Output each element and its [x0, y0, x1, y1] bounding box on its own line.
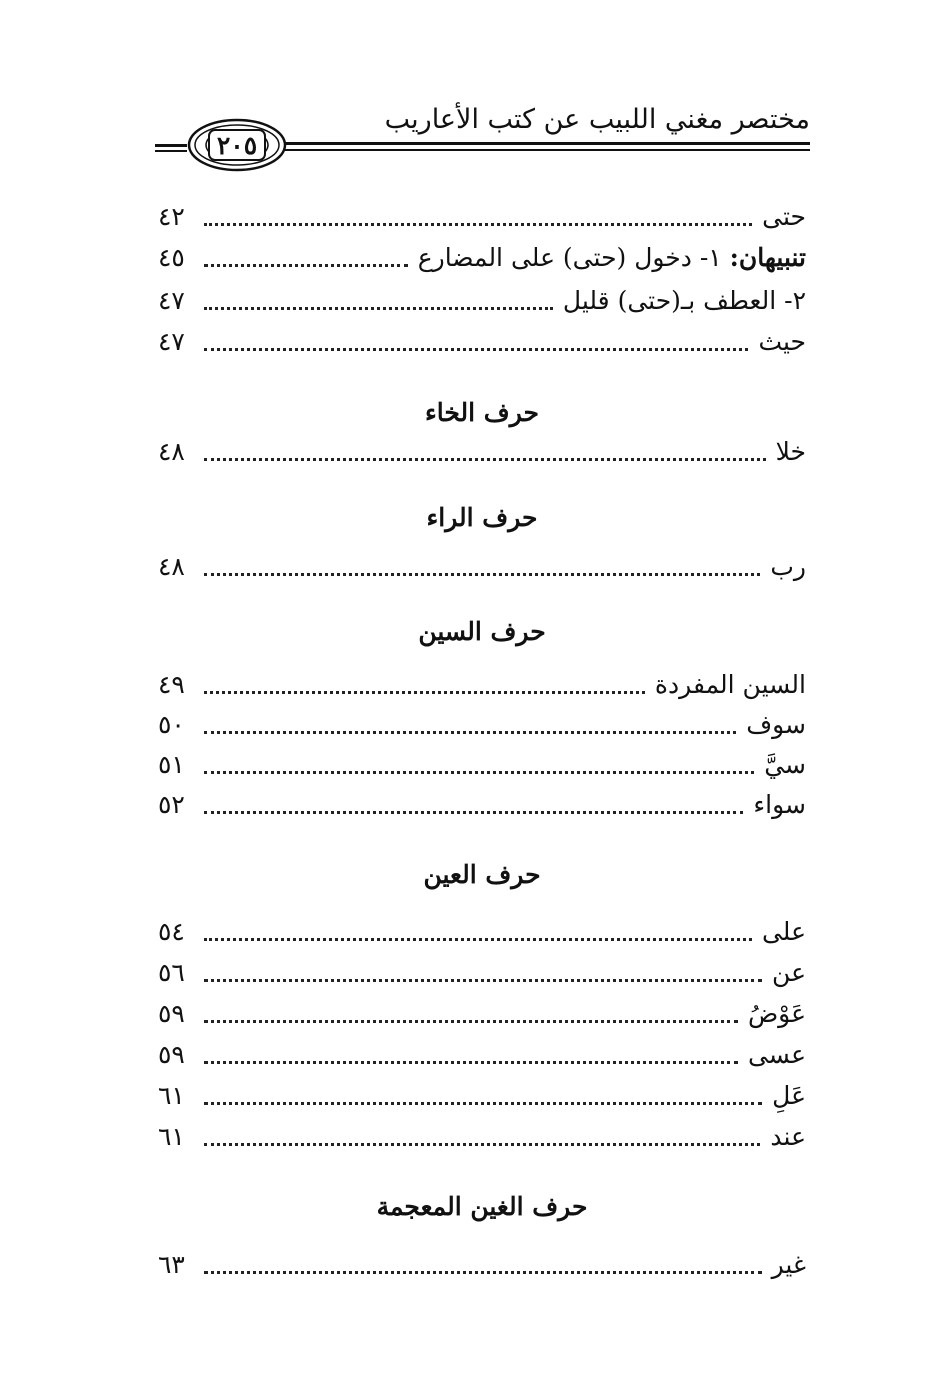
toc-page-number: ٥٢ [158, 790, 185, 819]
section-heading: حرف الراء [426, 503, 538, 532]
toc-page-number: ٤٩ [158, 670, 185, 699]
page-header [155, 100, 810, 180]
note-text: ١- دخول (حتى) على المضارع [417, 243, 722, 272]
toc-row [158, 281, 806, 321]
toc-row [158, 953, 806, 993]
toc-entry-label: السين المفردة [654, 670, 806, 699]
toc-page-number: ٦١ [158, 1081, 185, 1110]
toc-page-number: ٦٣ [158, 1250, 185, 1279]
toc-row [158, 322, 806, 362]
toc-row [158, 1076, 806, 1116]
toc-row [158, 432, 806, 472]
toc-entry-label: غير [771, 1250, 806, 1279]
leader-dots [204, 811, 743, 814]
toc-entry-label: عَوْضُ [747, 999, 806, 1028]
toc-page-number: ٥٩ [158, 1040, 185, 1069]
toc-row [158, 665, 806, 705]
leader-dots [204, 1143, 760, 1146]
toc-entry-label: ٢- العطف بـ(حتى) قليل [562, 286, 806, 315]
section-heading: حرف العين [423, 860, 541, 889]
toc-row [158, 912, 806, 952]
toc-page-number: ٤٢ [158, 202, 185, 231]
leader-dots [204, 771, 754, 774]
toc-row [158, 238, 806, 278]
leader-dots [204, 223, 752, 226]
leader-dots [204, 573, 760, 576]
toc-page-number: ٥٠ [158, 710, 185, 739]
toc-page-number: ٥٦ [158, 958, 185, 987]
leader-dots [204, 938, 752, 941]
toc-entry-label: عند [770, 1122, 806, 1151]
toc-entry-label: على [761, 917, 806, 946]
leader-dots [204, 1102, 762, 1105]
toc-entry-label: عسى [747, 1040, 806, 1069]
note-label: تنبيهان: [729, 243, 806, 272]
page-number: ٢٠٥ [216, 131, 258, 160]
leader-dots [204, 307, 553, 310]
toc-entry-label: رب [770, 552, 806, 581]
toc-page-number: ٥٩ [158, 999, 185, 1028]
toc-entry-label [408, 238, 806, 278]
section-heading: حرف السين [418, 617, 546, 646]
header-rule [285, 149, 810, 151]
toc-entry-label: خلا [775, 437, 806, 466]
toc-row [158, 1035, 806, 1075]
toc-row [158, 1117, 806, 1157]
toc-page-number: ٤٧ [158, 327, 185, 356]
header-rule [285, 142, 810, 145]
toc-row [158, 705, 806, 745]
toc-page-number: ٤٧ [158, 286, 185, 315]
leader-dots [204, 691, 645, 694]
leader-dots [204, 348, 748, 351]
leader-dots [204, 979, 762, 982]
toc-row [158, 994, 806, 1034]
toc-row [158, 1245, 806, 1285]
leader-dots [204, 458, 766, 461]
toc-entry-label: سوف [746, 710, 806, 739]
toc-page-number: ٦١ [158, 1122, 185, 1151]
toc-row [158, 785, 806, 825]
header-rule [155, 150, 187, 152]
section-heading: حرف الغين المعجمة [376, 1192, 588, 1221]
header-rule [155, 144, 187, 147]
leader-dots [204, 1061, 738, 1064]
leader-dots [204, 264, 408, 267]
leader-dots [204, 1271, 762, 1274]
section-heading: حرف الخاء [425, 398, 539, 427]
toc-entry-label: حتى [762, 202, 806, 231]
toc-row [158, 197, 806, 237]
toc-page-number: ٤٨ [158, 552, 185, 581]
leader-dots [204, 731, 736, 734]
toc-row [158, 745, 806, 785]
toc-page-number: ٤٨ [158, 437, 185, 466]
toc-page-number: ٥١ [158, 750, 185, 779]
running-title: مختصر مغني اللبيب عن كتب الأعاريب [384, 104, 810, 135]
toc-page-number: ٤٥ [158, 243, 185, 272]
toc-entry-label: سيَّ [764, 750, 806, 779]
page-number-badge [187, 118, 287, 172]
leader-dots [204, 1020, 738, 1023]
toc-page-number: ٥٤ [158, 917, 185, 946]
toc-entry-label: عن [772, 958, 806, 987]
toc-entry-label: حيث [758, 327, 806, 356]
toc-entry-label: سواء [753, 790, 806, 819]
toc-entry-label: عَلِ [772, 1081, 806, 1110]
toc-row [158, 547, 806, 587]
